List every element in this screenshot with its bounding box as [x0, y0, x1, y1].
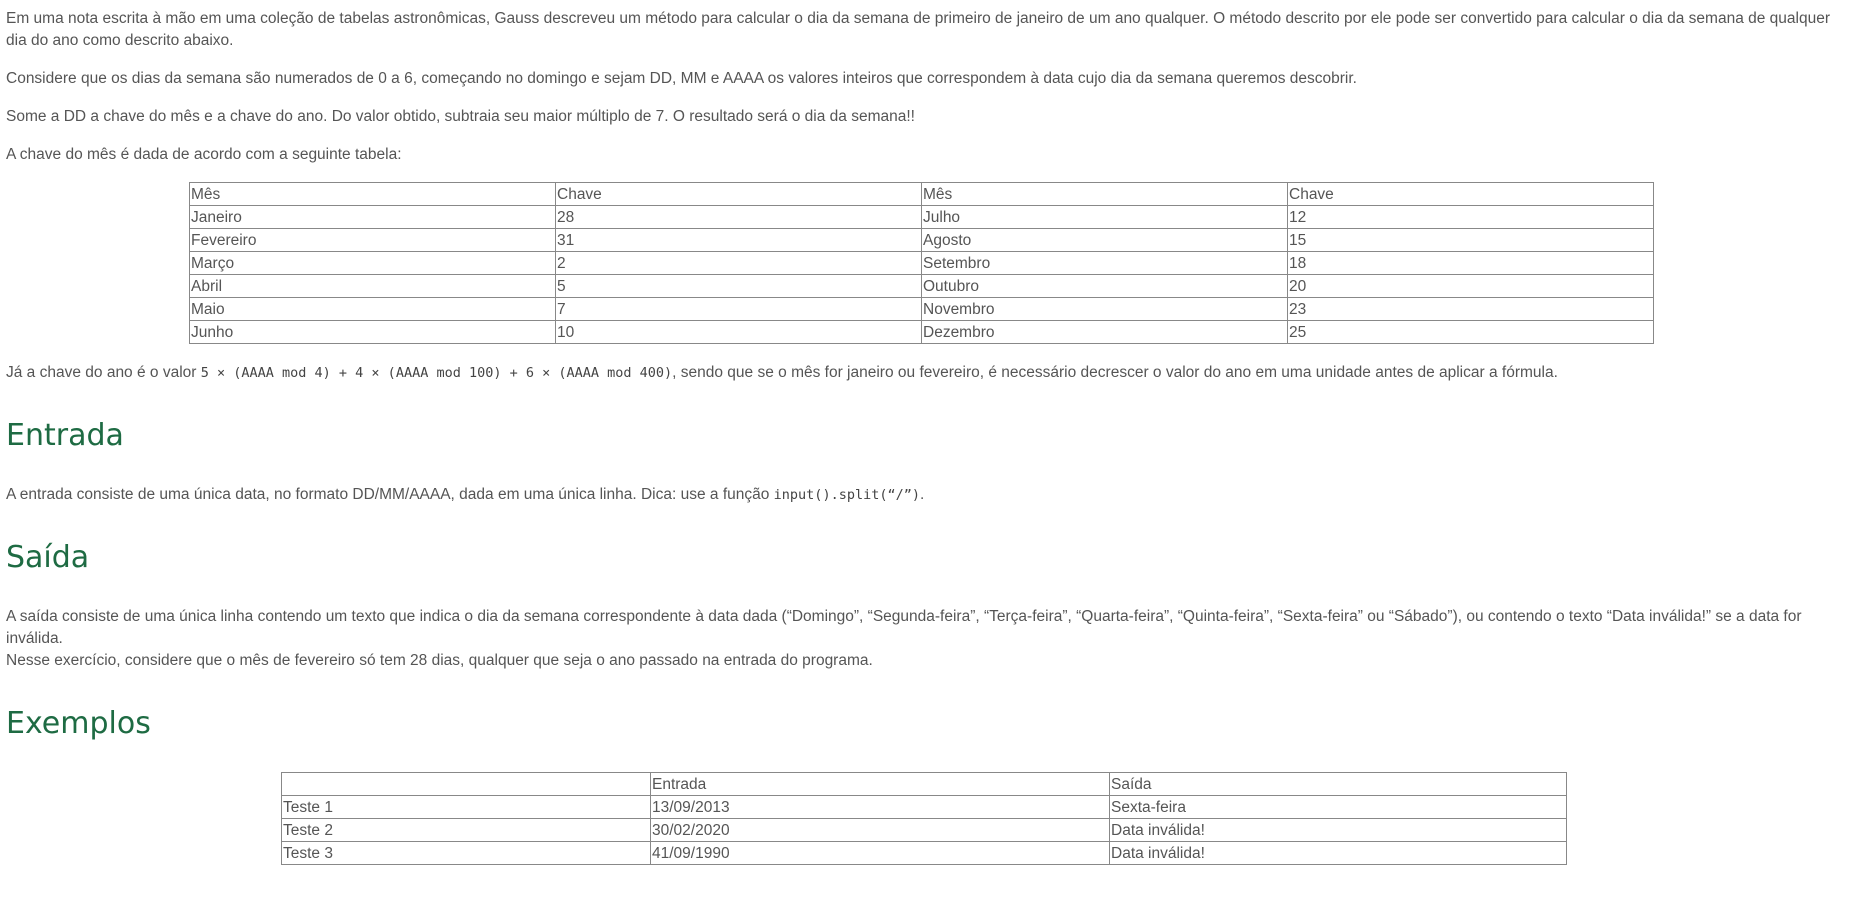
intro-paragraph-3: Some a DD a chave do mês e a chave do ano. Do valor obtido, subtraia seu maior múltiplo de 7. O resultado será o dia da semana!!	[6, 108, 915, 125]
table-header-row	[190, 183, 1654, 206]
saida-line-2: Nesse exercício, considere que o mês de fevereiro só tem 28 dias, qualquer que seja o ano passado na entrada do programa.	[6, 652, 873, 669]
header-cell: Chave	[556, 183, 922, 206]
table-row	[190, 229, 1654, 252]
table-cell: Teste 3	[282, 842, 651, 865]
table-row	[190, 275, 1654, 298]
table-cell: 13/09/2013	[651, 796, 1110, 819]
header-cell	[282, 773, 651, 796]
intro-paragraph-4: A chave do mês é dada de acordo com a seguinte tabela:	[6, 146, 402, 163]
table-cell: Junho	[190, 321, 556, 344]
problem-statement	[0, 8, 1852, 865]
header-cell: Entrada	[651, 773, 1110, 796]
table-cell: Julho	[922, 206, 1288, 229]
examples-table	[281, 772, 1567, 865]
header-cell: Mês	[190, 183, 556, 206]
table-cell: 25	[1288, 321, 1654, 344]
table-cell: 23	[1288, 298, 1654, 321]
intro-paragraph-1: Em uma nota escrita à mão em uma coleção de tabelas astronômicas, Gauss descreveu um método para calcular o dia da semana de primeiro de janeiro de um ano qualquer. O método descrito por ele pode ser convertido para calcular o dia da semana de qualquer dia do ano como descrito abaixo.	[6, 10, 1830, 49]
entrada-code: input().split(“/”)	[773, 487, 920, 503]
table-cell: Setembro	[922, 252, 1288, 275]
entrada-text-after: .	[919, 486, 925, 503]
table-cell: 2	[556, 252, 922, 275]
table-row	[282, 819, 1567, 842]
table-cell: Data inválida!	[1110, 842, 1567, 865]
table-cell: Teste 2	[282, 819, 651, 842]
table-cell: 5	[556, 275, 922, 298]
table-cell: 7	[556, 298, 922, 321]
entrada-paragraph	[6, 484, 1846, 506]
table-row	[190, 321, 1654, 344]
table-cell: 10	[556, 321, 922, 344]
entrada-text-before: A entrada consiste de uma única data, no formato DD/MM/AAAA, dada em uma única linha. Dica: use a função	[6, 486, 774, 503]
table-row	[190, 298, 1654, 321]
table-cell: 28	[556, 206, 922, 229]
saida-line-1: A saída consiste de uma única linha contendo um texto que indica o dia da semana correspondente à data dada (“Domingo”, “Segunda-feira”, “Terça-feira”, “Quarta-feira”, “Quinta-feira”, “Sexta-feira” ou “Sábado”), ou contendo o texto “Data inválida!” se a data for inválida.	[6, 608, 1802, 647]
year-key-formula: 5 × (AAAA mod 4) + 4 × (AAAA mod 100) + 6 × (AAAA mod 400)	[200, 365, 673, 381]
table-header-row	[282, 773, 1567, 796]
table-cell: 30/02/2020	[651, 819, 1110, 842]
table-cell: Novembro	[922, 298, 1288, 321]
table-cell: Abril	[190, 275, 556, 298]
table-cell: Fevereiro	[190, 229, 556, 252]
table-cell: Janeiro	[190, 206, 556, 229]
table-cell: 41/09/1990	[651, 842, 1110, 865]
year-key-paragraph	[6, 362, 1846, 384]
table-row	[190, 252, 1654, 275]
header-cell: Chave	[1288, 183, 1654, 206]
year-key-text-after: , sendo que se o mês for janeiro ou fevereiro, é necessário decrescer o valor do ano em uma unidade antes de aplicar a fórmula.	[672, 364, 1558, 381]
table-cell: Sexta-feira	[1110, 796, 1567, 819]
table-cell: Outubro	[922, 275, 1288, 298]
month-key-table	[189, 182, 1654, 344]
table-row	[282, 796, 1567, 819]
table-cell: Março	[190, 252, 556, 275]
table-row	[282, 842, 1567, 865]
table-cell: 18	[1288, 252, 1654, 275]
table-cell: 12	[1288, 206, 1654, 229]
table-cell: Maio	[190, 298, 556, 321]
saida-heading: Saída	[6, 540, 90, 575]
table-cell: Data inválida!	[1110, 819, 1567, 842]
exemplos-heading: Exemplos	[6, 706, 151, 741]
intro-paragraph-2: Considere que os dias da semana são numerados de 0 a 6, começando no domingo e sejam DD, MM e AAAA os valores inteiros que correspondem à data cujo dia da semana queremos descobrir.	[6, 70, 1357, 87]
saida-paragraph	[6, 606, 1846, 672]
header-cell: Mês	[922, 183, 1288, 206]
table-cell: Teste 1	[282, 796, 651, 819]
table-cell: Dezembro	[922, 321, 1288, 344]
table-cell: 15	[1288, 229, 1654, 252]
table-cell: 31	[556, 229, 922, 252]
table-row	[190, 206, 1654, 229]
header-cell: Saída	[1110, 773, 1567, 796]
table-cell: 20	[1288, 275, 1654, 298]
year-key-text-before: Já a chave do ano é o valor	[6, 364, 201, 381]
table-cell: Agosto	[922, 229, 1288, 252]
entrada-heading: Entrada	[6, 418, 124, 453]
